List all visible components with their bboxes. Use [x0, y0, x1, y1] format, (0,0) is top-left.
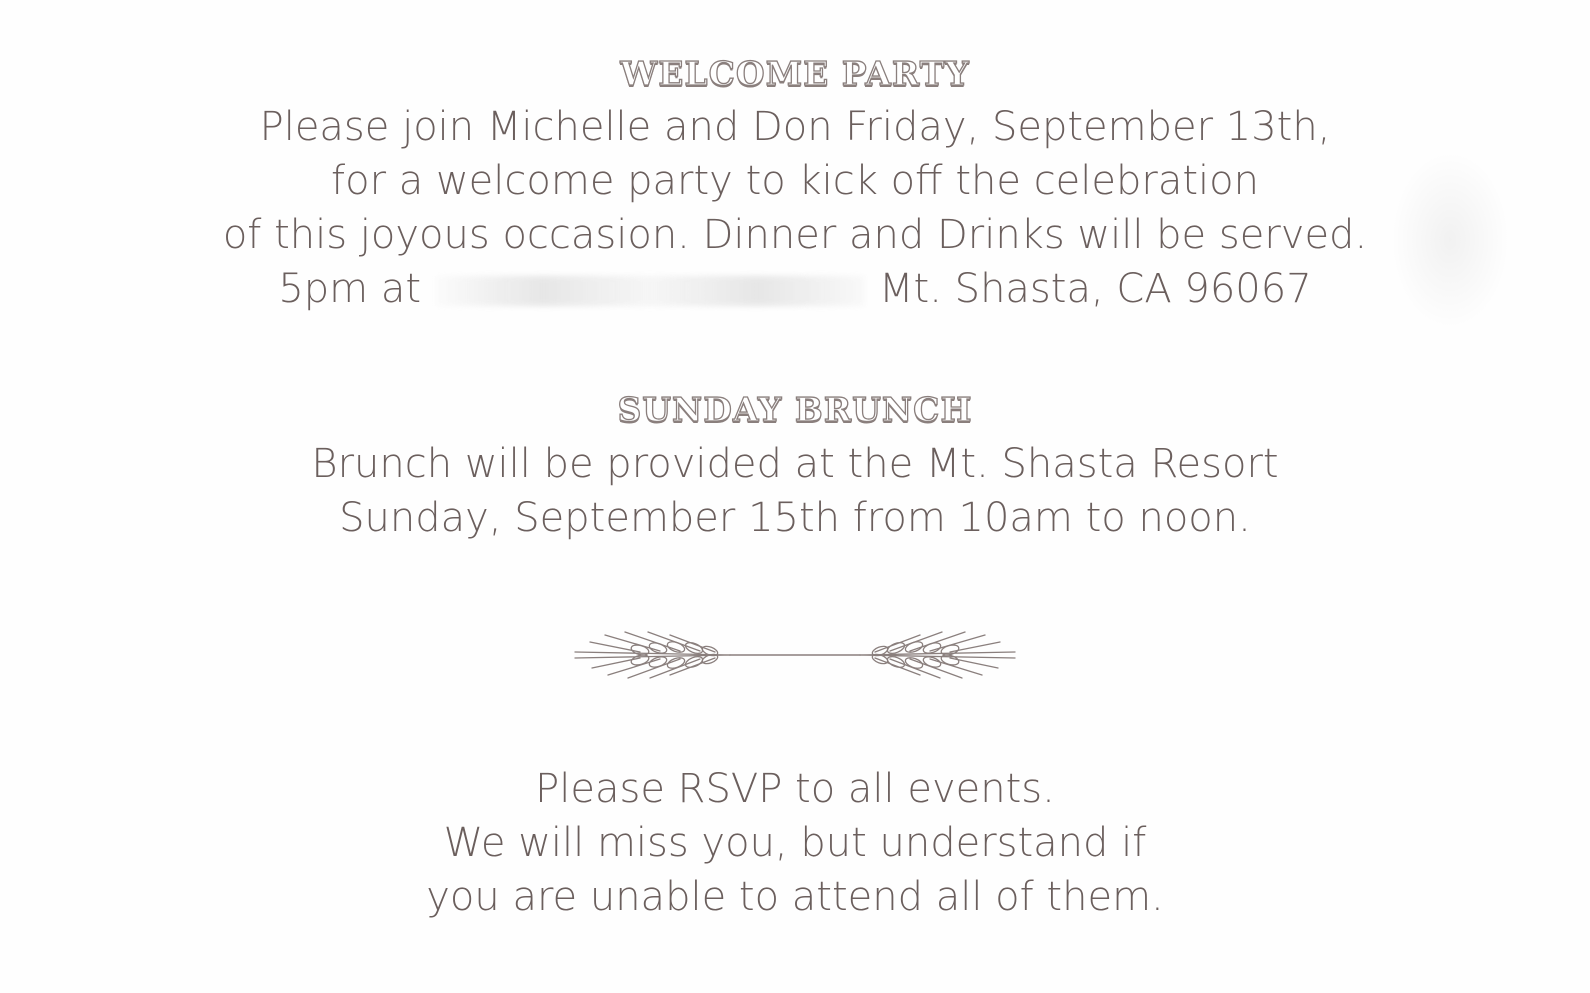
rsvp-line-3: you are unable to attend all of them. [426, 874, 1164, 920]
welcome-line-3: of this joyous occasion. Dinner and Drinks will be served. [222, 212, 1368, 258]
rsvp-line-1: Please RSVP to all events. [535, 766, 1055, 812]
sunday-brunch-details [0, 437, 1590, 545]
wheat-divider-icon [570, 620, 1020, 690]
sunday-brunch-heading: SUNDAY BRUNCH [617, 390, 973, 429]
welcome-line-4 [0, 262, 1590, 316]
welcome-line-2: for a welcome party to kick off the celebration [331, 158, 1259, 204]
left-wheat-icon [575, 632, 730, 678]
brunch-line-2: Sunday, September 15th from 10am to noon. [339, 495, 1251, 541]
welcome-city: Mt. Shasta, CA 96067 [879, 266, 1312, 312]
welcome-line-1: Please join Michelle and Don Friday, September 13th, [259, 104, 1331, 150]
brunch-line-1: Brunch will be provided at the Mt. Shasta Resort [311, 441, 1279, 487]
welcome-party-heading: WELCOME PARTY [620, 54, 970, 93]
right-wheat-icon [860, 632, 1015, 678]
rsvp-note [0, 762, 1590, 924]
welcome-party-details [0, 100, 1590, 316]
redacted-address [435, 276, 865, 306]
rsvp-line-2: We will miss you, but understand if [443, 820, 1147, 866]
welcome-time: 5pm at [278, 266, 422, 312]
